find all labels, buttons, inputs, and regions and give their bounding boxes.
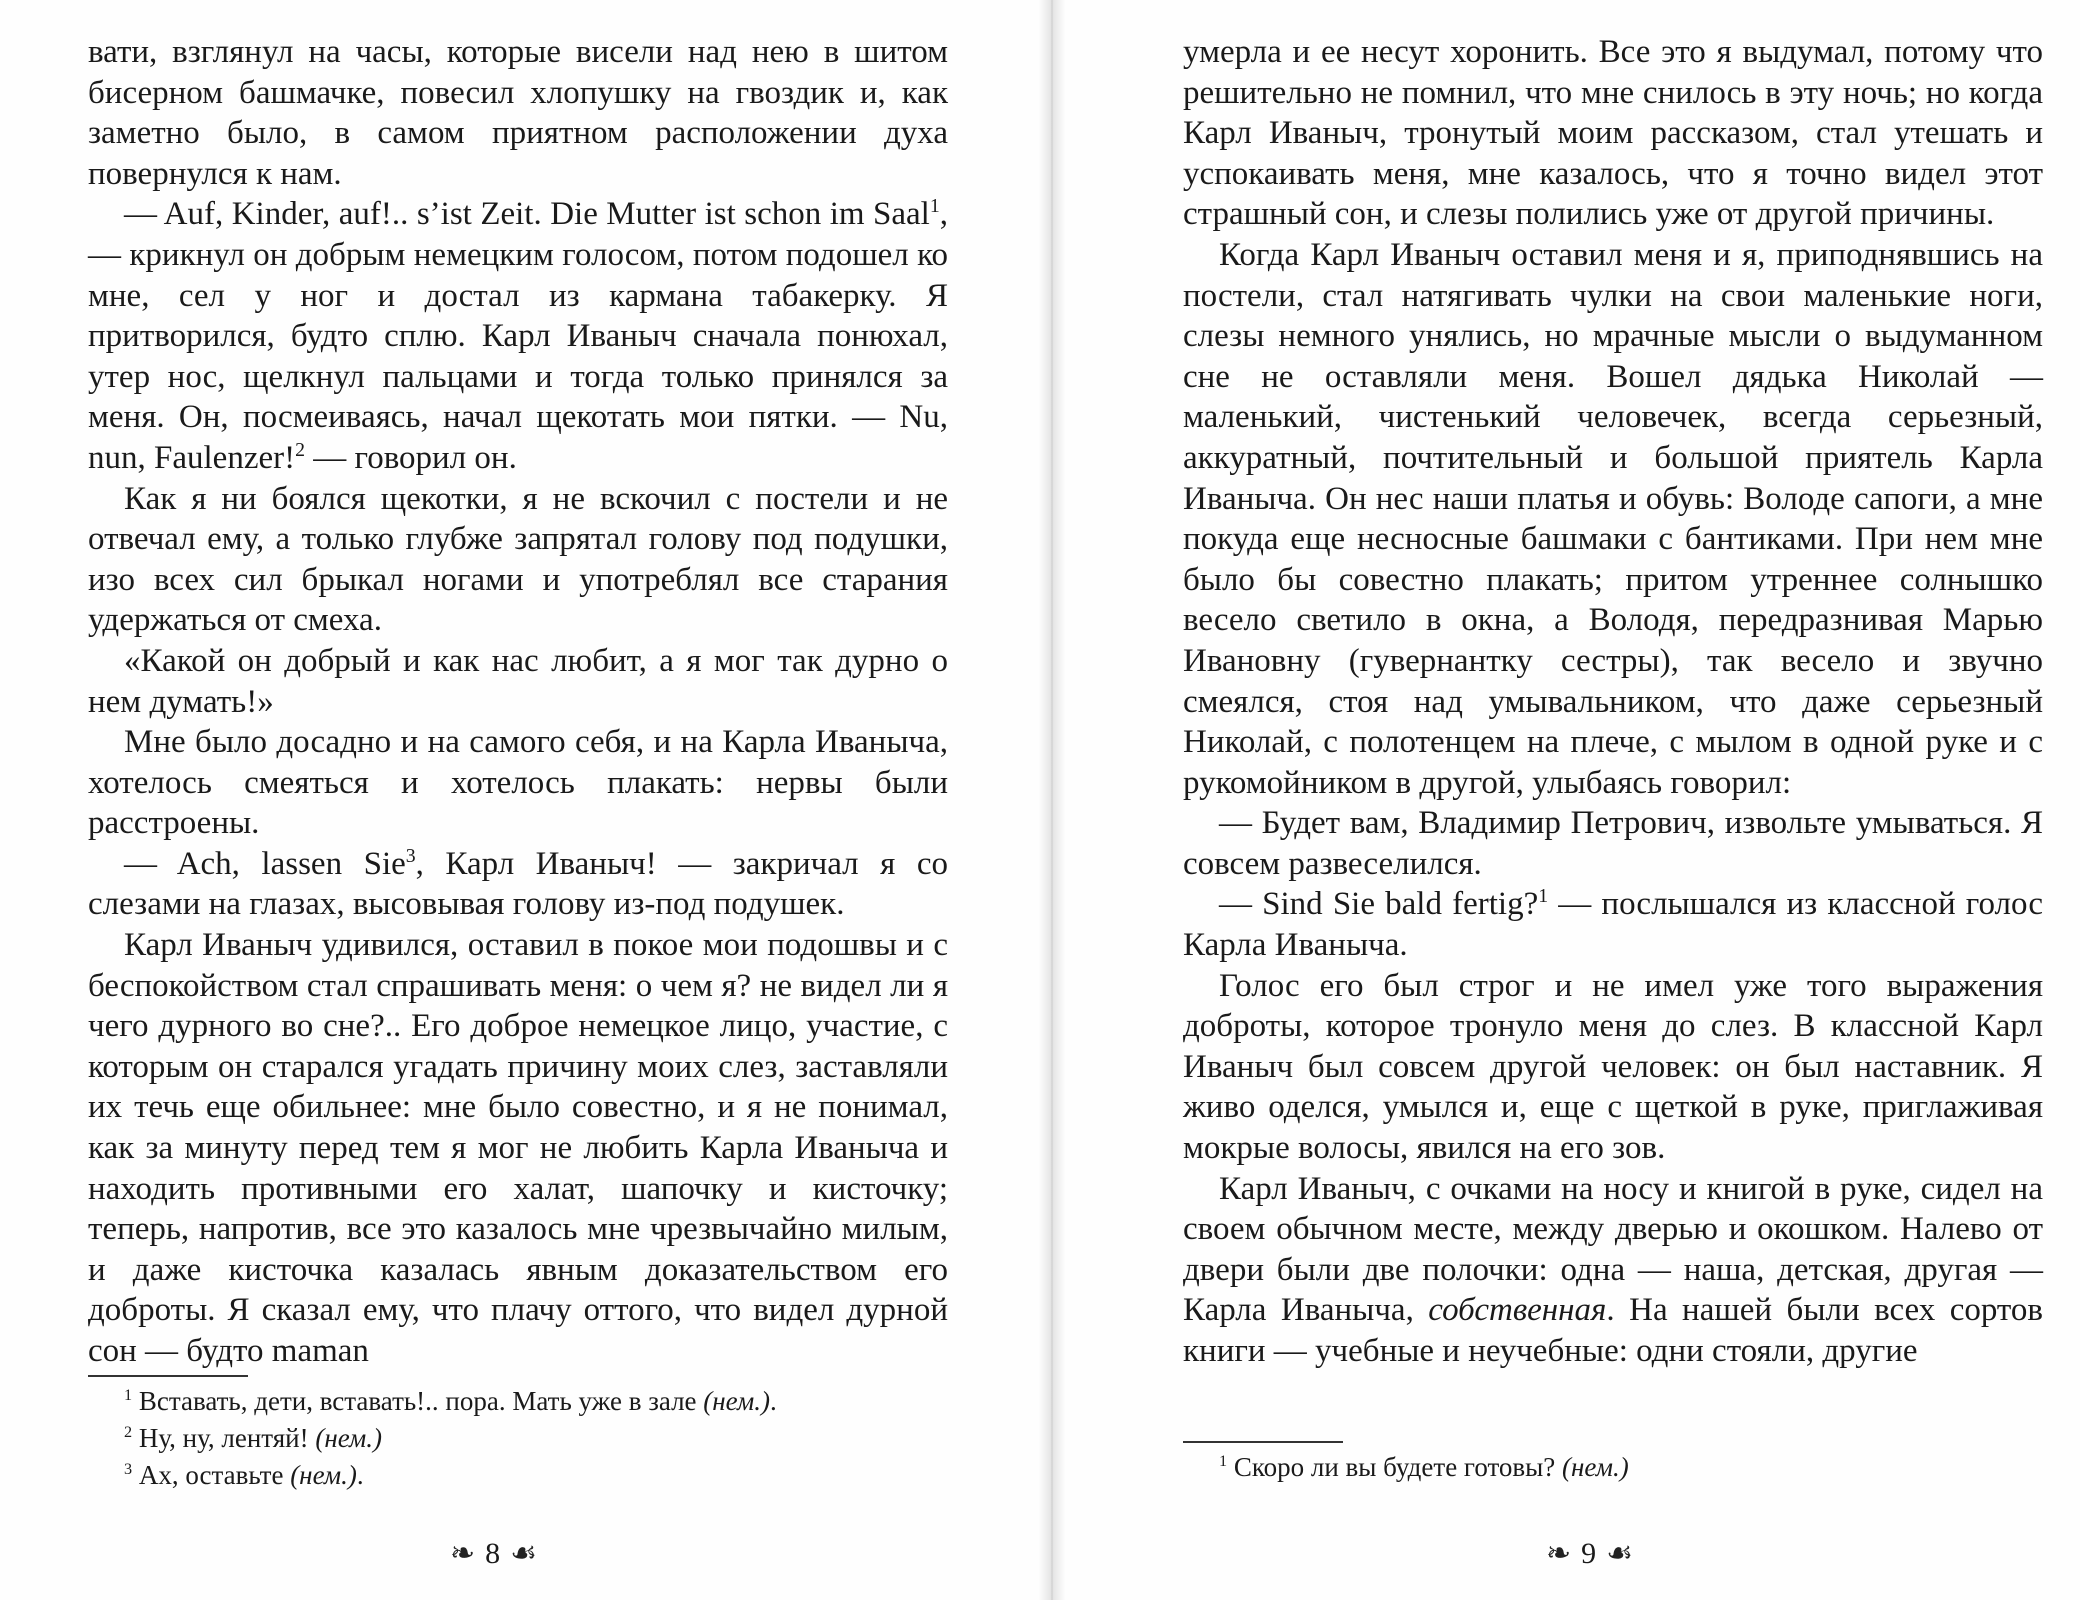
paragraph: Карл Иваныч, с очками на носу и книгой в руке, сидел на своем обычном месте, между дверью и окошком. Налево от двери были две полочки: одна — наша, детская, другая — Карла Иваныча, собственная. На нашей были всех сортов книги — учебные и неучебные: одни стояли, другие	[1183, 1170, 2043, 1369]
ornament-left-icon: ❧	[450, 1536, 476, 1571]
right-footnote-rule	[1183, 1441, 1343, 1443]
left-page	[0, 0, 1038, 1600]
paragraph: — Sind Sie bald fertig?$^1$ — послышался из классной голос Карла Иваныча.	[1183, 885, 2043, 964]
ornament-right-icon: ☙	[1606, 1536, 1634, 1571]
paragraph: — Будет вам, Владимир Петрович, извольте умываться. Я совсем развеселился.	[1183, 805, 2043, 882]
left-page-body	[88, 32, 948, 1372]
left-footnotes	[124, 1383, 944, 1494]
right-page-body	[1183, 32, 2043, 1372]
footnote: $^2$ Ну, ну, лентяй! (нем.)	[124, 1423, 383, 1453]
right-footnotes	[1219, 1449, 2039, 1486]
paragraph: Когда Карл Иваныч оставил меня и я, приподнявшись на постели, стал натягивать чулки на свои маленькие ноги, слезы немного унялись, но мрачные мысли о выдуманном сне не оставляли меня. Вошел дядька Николай — маленький, чистенький человечек, всегда серьезный, аккуратный, почтительный и большой приятель Карла Иваныча. Он нес наши платья и обувь: Володе сапоги, а мне покуда еще несносные башмаки с бантиками. При нем мне было бы совестно плакать; притом утреннее солнышко весело светило в окна, а Володя, передразнивая Марью Ивановну (гувернантку сестры), так весело и звучно смеялся, стоя над умывальником, что даже серьезный Николай, с полотенцем на плече, с мылом в одной руке и с рукомойником в другой, улыбаясь говорил:	[1183, 236, 2043, 801]
paragraph: — Ach, lassen Sie$^3$, Карл Иваныч! — закричал я со слезами на глазах, высовывая голову из-под подушек.	[88, 844, 948, 923]
left-page-number: 8	[485, 1537, 501, 1570]
right-page-number: 9	[1581, 1537, 1597, 1570]
paragraph: — Auf, Kinder, auf!.. s’ist Zeit. Die Mutter ist schon im Saal$^1$, — крикнул он добрым немецким голосом, потом подошел ко мне, сел у ног и достал из кармана табакерку. Я притворился, будто сплю. Карл Иваныч сначала понюхал, утер нос, щелкнул пальцами и тогда только принялся за меня. Он, посмеиваясь, начал щекотать мои пятки. — Nu, nun, Faulenzer!$^2$ — говорил он.	[88, 195, 948, 476]
right-page-folio	[1546, 1534, 1633, 1574]
right-page	[1066, 0, 2080, 1600]
book-gutter	[1038, 0, 1066, 1600]
paragraph: Как я ни боялся щекотки, я не вскочил с постели и не отвечал ему, а только глубже запрятал голову под подушки, изо всех сил брыкал ногами и употреблял все старания удержаться от смеха.	[88, 480, 948, 639]
left-page-folio	[450, 1534, 537, 1574]
paragraph: Мне было досадно и на самого себя, и на Карла Иваныча, хотелось смеяться и хотелось плакать: нервы были расстроены.	[88, 724, 948, 842]
left-footnote-rule	[88, 1375, 248, 1377]
paragraph: Голос его был строг и не имел уже того выражения доброты, которое тронуло меня до слез. В классной Карл Иваныч был совсем другой человек: он был наставник. Я живо оделся, умылся и, еще с щеткой в руке, приглаживая мокрые волосы, явился на его зов.	[1183, 967, 2043, 1167]
footnote: $^1$ Вставать, дети, вставать!.. пора. Мать уже в зале (нем.).	[124, 1386, 777, 1416]
paragraph: вати, взглянул на часы, которые висели над нею в шитом бисерном башмачке, повесил хлопушку на гвоздик и, как заметно было, в самом приятном расположении духа повернулся к нам.	[88, 34, 948, 192]
paragraph: умерла и ее несут хоронить. Все это я выдумал, потому что решительно не помнил, что мне снилось в эту ночь; но когда Карл Иваныч, тронутый моим рассказом, стал утешать и успокаивать меня, мне казалось, что я точно видел этот страшный сон, и слезы полились уже от другой причины.	[1183, 34, 2043, 233]
paragraph: «Какой он добрый и как нас любит, а я мог так дурно о нем думать!»	[88, 642, 948, 720]
ornament-left-icon: ❧	[1546, 1536, 1572, 1571]
ornament-right-icon: ☙	[510, 1536, 538, 1571]
footnote: $^1$ Скоро ли вы будете готовы? (нем.)	[1219, 1452, 1629, 1482]
paragraph: Карл Иваныч удивился, оставил в покое мои подошвы и с беспокойством стал спрашивать меня: о чем я? не видел ли я чего дурного во сне?.. Его доброе немецкое лицо, участие, с которым он старался угадать причину моих слез, заставляли их течь еще обильнее: мне было совестно, и я не понимал, как за минуту перед тем я мог не любить Карла Иваныча и находить противными его халат, шапочку и кисточку; теперь, напротив, все это казалось мне чрезвычайно милым, и даже кисточка казалась явным доказательством его доброты. Я сказал ему, что плачу оттого, что видел дурной сон — будто maman	[88, 927, 948, 1369]
footnote: $^3$ Ах, оставьте (нем.).	[124, 1460, 364, 1490]
